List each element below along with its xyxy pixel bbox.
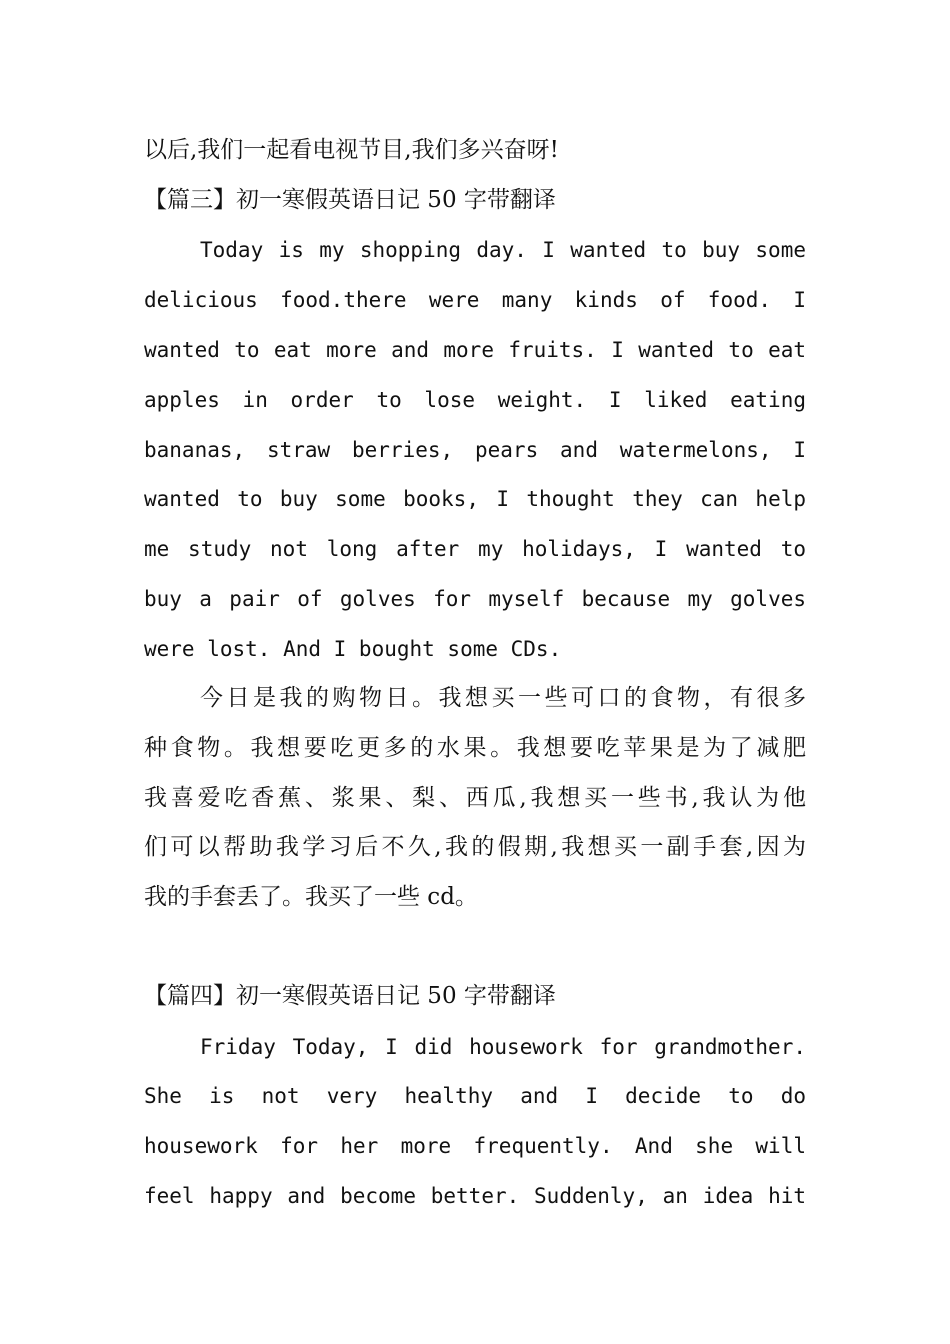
text-line: delicious food.there were many kinds of food. I <box>144 288 806 312</box>
text-line: 我的手套丢了。我买了一些 cd。 <box>144 884 478 910</box>
text-line: wanted to buy some books, I thought they can help <box>144 487 806 511</box>
text-line: were lost. And I bought some CDs. <box>144 637 562 661</box>
text-line: Friday Today, I did housework for grandmother. <box>200 1035 806 1059</box>
text-line: 我喜爱吃香蕉、浆果、梨、西瓜,我想买一些书,我认为他 <box>144 785 806 811</box>
text-line: Today is my shopping day. I wanted to buy some <box>200 238 806 262</box>
text-line: 种食物。我想要吃更多的水果。我想要吃苹果是为了减肥 <box>144 735 806 761</box>
text-line: 以后,我们一起看电视节目,我们多兴奋呀! <box>144 137 559 163</box>
text-line: She is not very healthy and I decide to do <box>144 1084 806 1108</box>
text-line: housework for her more frequently. And she will <box>144 1134 806 1158</box>
text-line: 们可以帮助我学习后不久,我的假期,我想买一副手套,因为 <box>144 834 806 860</box>
section-heading-3: 【篇三】初一寒假英语日记 50 字带翻译 <box>144 187 556 213</box>
text-line: feel happy and become better. Suddenly, an idea hit <box>144 1184 806 1208</box>
text-line: wanted to eat more and more fruits. I wanted to eat <box>144 338 806 362</box>
text-line: me study not long after my holidays, I wanted to <box>144 537 806 561</box>
text-line: 今日是我的购物日。我想买一些可口的食物，有很多 <box>200 685 806 711</box>
text-line: bananas, straw berries, pears and watermelons, I <box>144 438 806 462</box>
text-line: buy a pair of golves for myself because my golves <box>144 587 806 611</box>
text-line: apples in order to lose weight. I liked eating <box>144 388 806 412</box>
section-heading-4: 【篇四】初一寒假英语日记 50 字带翻译 <box>144 983 556 1009</box>
